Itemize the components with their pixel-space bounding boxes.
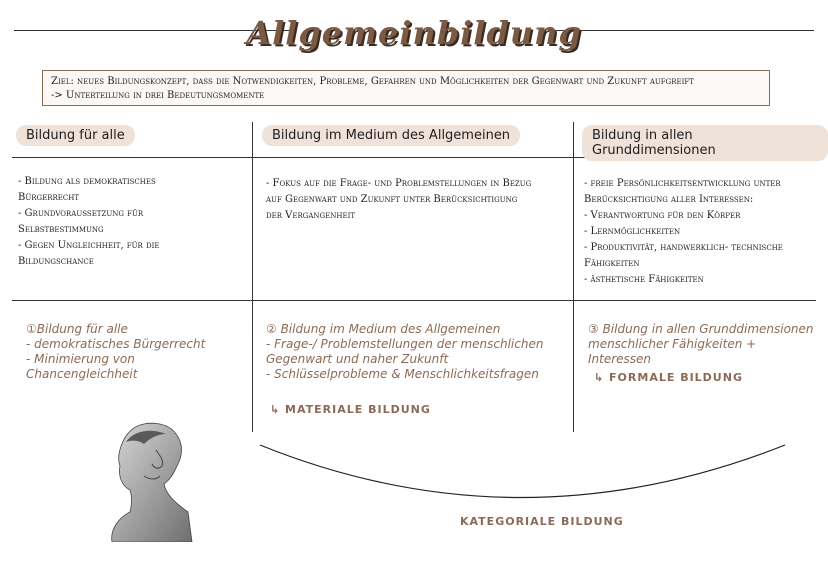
note-line: - demokratisches Bürgerrecht <box>26 337 206 351</box>
goal-box <box>42 70 770 106</box>
list-item: auf Gegenwart und Zukunft unter Berücksichtigung <box>266 194 518 205</box>
result-material: ↳ MATERIALE BILDUNG <box>270 403 431 416</box>
column-heading-2: Bildung im Medium des Allgemeinen <box>262 125 520 146</box>
list-item: - Verantwortung für den Körper <box>584 210 741 221</box>
list-item: Bürgerrecht <box>18 192 80 203</box>
note-line: Gegenwart und naher Zukunft <box>266 352 449 366</box>
column-heading-3: Bildung in allen Grunddimensionen <box>582 125 828 161</box>
list-item: Bildungschance <box>18 256 94 267</box>
note-line: menschlicher Fähigkeiten + Interessen <box>588 337 757 366</box>
list-item: - Grundvoraussetzung für <box>18 208 144 219</box>
list-item: Fähigkeiten <box>584 258 640 269</box>
column-3-notes <box>588 322 820 367</box>
column-divider-2 <box>573 122 574 432</box>
summary-arc <box>255 440 790 510</box>
note-line: ② Bildung im Medium des Allgemeinen <box>266 322 501 336</box>
column-1-notes <box>26 322 248 382</box>
goal-line-2: -> Unterteilung in drei Bedeutungsmomente <box>51 90 265 101</box>
note-line: ③ Bildung in allen Grunddimensionen <box>588 322 814 336</box>
page-title: Allgemeinbildung <box>246 14 582 52</box>
column-2-bullets <box>266 176 566 224</box>
table-rule-middle <box>12 300 816 301</box>
david-statue-image <box>104 420 196 542</box>
note-line: - Minimierung von Chancengleichheit <box>26 352 138 381</box>
list-item: Selbstbestimmung <box>18 224 104 235</box>
list-item: - Lernmöglichkeiten <box>584 226 681 237</box>
column-divider-1 <box>252 122 253 432</box>
note-line: ①Bildung für alle <box>26 322 128 336</box>
summary-label: KATEGORIALE BILDUNG <box>460 515 624 528</box>
list-item: - ästhetische Fähigkeiten <box>584 274 704 285</box>
list-item: - Fokus auf die Frage- und Problemstellungen in Bezug <box>266 178 532 189</box>
list-item: - freie Persönlichkeitsentwicklung unter <box>584 178 781 189</box>
list-item: - Produktivität, handwerklich- technische <box>584 242 783 253</box>
list-item: Berücksichtigung aller Interessen: <box>584 194 754 205</box>
column-1-bullets <box>18 174 246 270</box>
note-line: - Schlüsselprobleme & Menschlichkeitsfragen <box>266 367 539 381</box>
note-line: - Frage-/ Problemstellungen der menschlichen <box>266 337 544 351</box>
column-heading-1: Bildung für alle <box>16 125 135 146</box>
list-item: der Vergangenheit <box>266 210 356 221</box>
list-item: - Gegen Ungleichheit, für die <box>18 240 160 251</box>
column-3-bullets <box>584 176 820 288</box>
result-formal: ↳ FORMALE BILDUNG <box>594 371 743 384</box>
list-item: - Bildung als demokratisches <box>18 176 156 187</box>
goal-line-1: Ziel: neues Bildungskonzept, dass die Notwendigkeiten, Probleme, Gefahren und Möglichkeiten der Gegenwart und Zukunft aufgreift <box>51 76 694 87</box>
column-2-notes <box>266 322 566 382</box>
